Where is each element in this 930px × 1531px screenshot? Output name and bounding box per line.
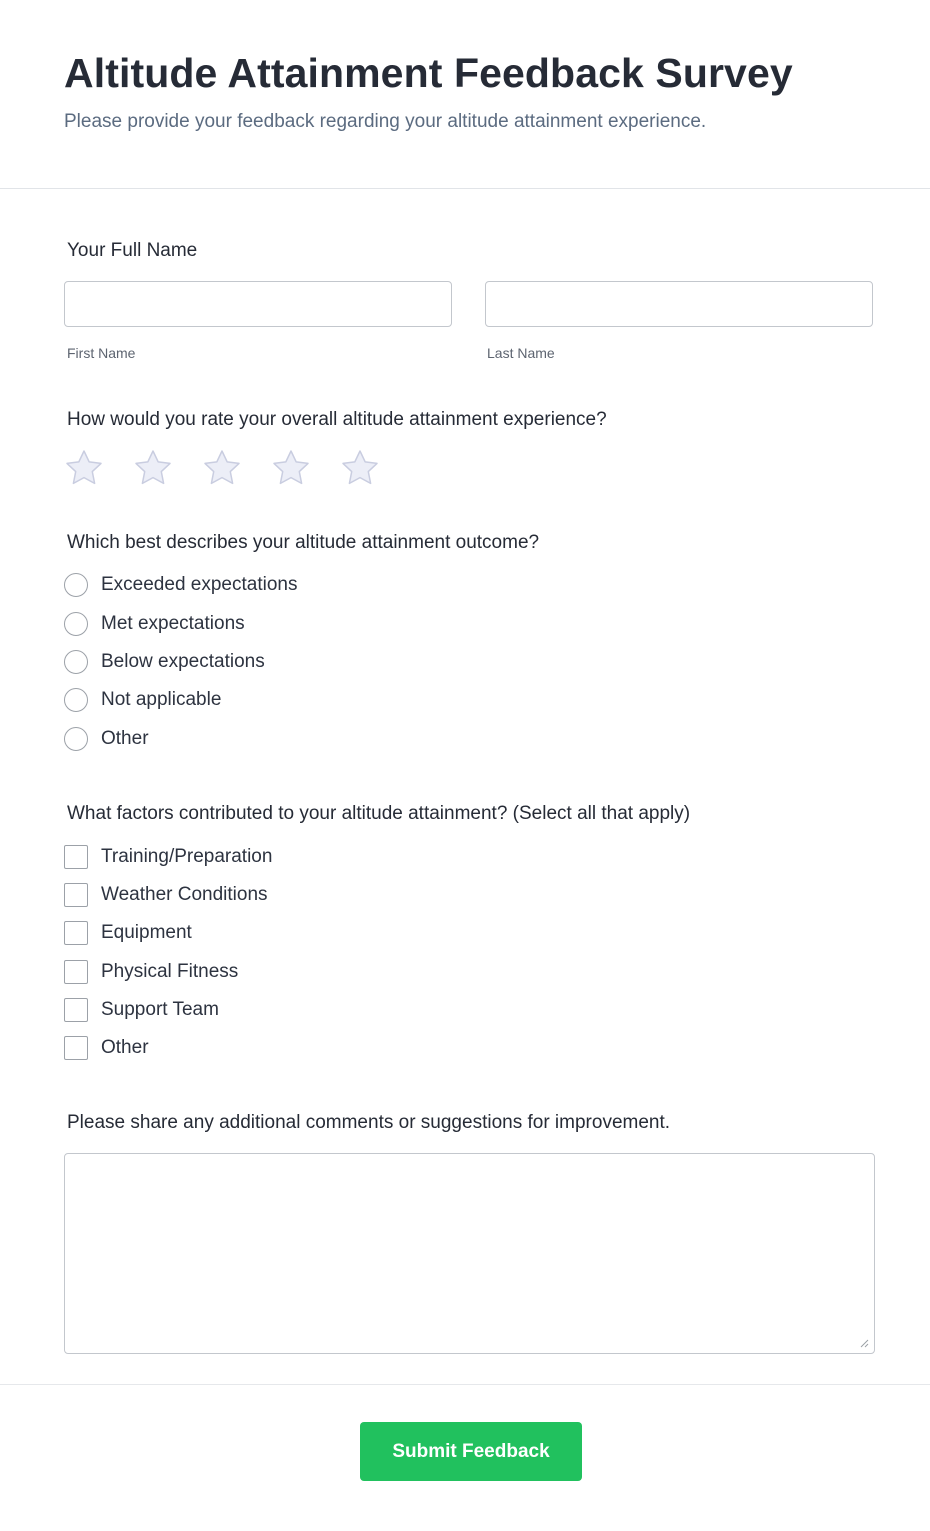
star-4-icon[interactable] [271,448,311,488]
outcome-option[interactable] [64,727,464,753]
checkbox[interactable] [64,960,88,984]
outcome-option-label: Below expectations [101,651,265,672]
outcome-option[interactable] [64,573,464,599]
checkbox[interactable] [64,845,88,869]
first-name-sublabel: First Name [67,345,136,361]
star-rating [64,448,394,488]
factor-option-label: Other [101,1037,149,1058]
factor-option-label: Training/Preparation [101,846,273,867]
last-name-sublabel: Last Name [487,345,555,361]
outcome-option[interactable] [64,650,464,676]
outcome-option[interactable] [64,612,464,638]
outcome-question: Which best describes your altitude attainment outcome? [67,532,540,553]
submit-button[interactable]: Submit Feedback [360,1422,582,1481]
checkbox[interactable] [64,921,88,945]
checkbox[interactable] [64,883,88,907]
factor-option-label: Equipment [101,922,192,943]
factors-question: What factors contributed to your altitude attainment? (Select all that apply) [67,803,691,824]
factor-option[interactable] [64,960,464,986]
radio-button[interactable] [64,612,88,636]
outcome-option-label: Not applicable [101,689,222,710]
comments-question: Please share any additional comments or suggestions for improvement. [67,1112,671,1133]
factor-option[interactable] [64,921,464,947]
resize-grip-icon[interactable] [859,1338,869,1348]
checkbox[interactable] [64,1036,88,1060]
factor-option[interactable] [64,845,464,871]
factor-option[interactable] [64,998,464,1024]
factor-option[interactable] [64,1036,464,1062]
footer-divider [0,1384,930,1385]
radio-button[interactable] [64,688,88,712]
outcome-option-label: Other [101,728,149,749]
factor-option-label: Support Team [101,999,219,1020]
outcome-option-label: Exceeded expectations [101,574,298,595]
full-name-label: Your Full Name [67,240,198,261]
rating-question: How would you rate your overall altitude attainment experience? [67,409,607,430]
form-subtitle: Please provide your feedback regarding your altitude attainment experience. [64,111,707,132]
star-3-icon[interactable] [202,448,242,488]
factor-option-label: Weather Conditions [101,884,268,905]
star-5-icon[interactable] [340,448,380,488]
form-title: Altitude Attainment Feedback Survey [64,50,793,96]
factor-option[interactable] [64,883,464,909]
outcome-option-label: Met expectations [101,613,245,634]
outcome-option[interactable] [64,688,464,714]
radio-button[interactable] [64,650,88,674]
radio-button[interactable] [64,727,88,751]
factor-option-label: Physical Fitness [101,961,239,982]
first-name-input[interactable] [64,281,452,327]
radio-button[interactable] [64,573,88,597]
star-1-icon[interactable] [64,448,104,488]
comments-textarea[interactable] [64,1153,875,1354]
form-header [0,0,930,189]
checkbox[interactable] [64,998,88,1022]
star-2-icon[interactable] [133,448,173,488]
last-name-input[interactable] [485,281,873,327]
